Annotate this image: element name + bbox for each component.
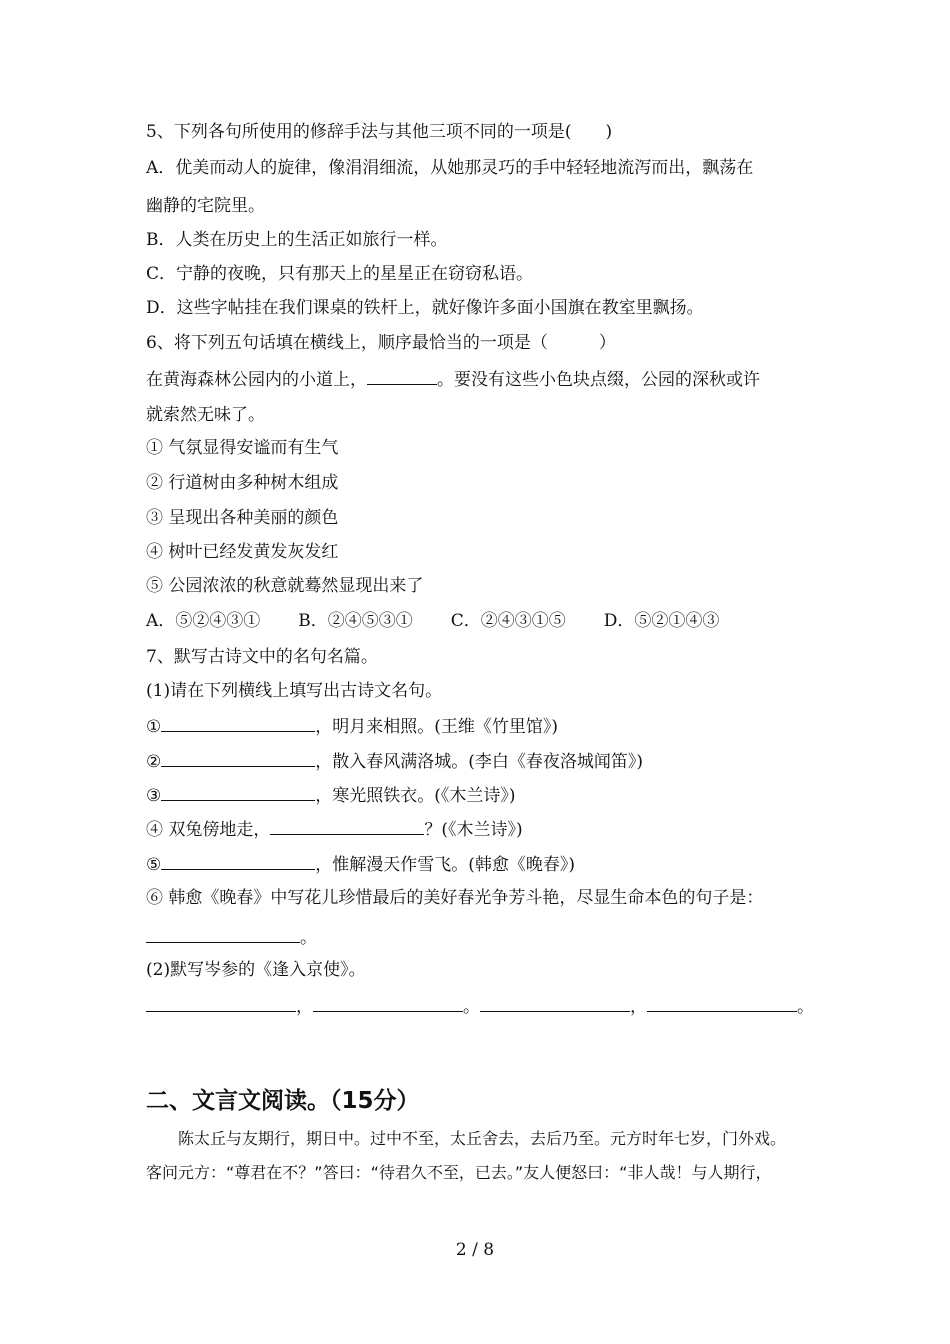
q5-option-a-line2: 幽静的宅院里。: [146, 196, 265, 216]
q7-poem-blank-2[interactable]: [313, 993, 463, 1012]
q7-stem: 7、默写古诗文中的名句名篇。: [146, 647, 378, 667]
q7-l5-post: ，惟解漫天作雪飞。(韩愈《晚春》): [315, 855, 576, 875]
q7-line-3: [146, 782, 516, 808]
q6-text-line2: 就索然无味了。: [146, 405, 265, 425]
q6-option-a[interactable]: A．⑤②④③①: [146, 611, 261, 631]
q7-l6-end: 。: [300, 928, 317, 948]
q7-poem-blank-3[interactable]: [480, 993, 630, 1012]
q7-sub2: (2)默写岑参的《逢入京使》。: [146, 960, 366, 980]
q7-sub1: (1)请在下列横线上填写出古诗文名句。: [146, 681, 443, 701]
q7-blank-1[interactable]: [161, 713, 315, 732]
q7-l4-post: ？(《木兰诗》): [424, 820, 523, 840]
q5-stem: 5、下列各句所使用的修辞手法与其他三项不同的一项是( ): [146, 122, 613, 142]
q7-poem-period-1: 。: [463, 997, 480, 1017]
q7-l2-pre: ②: [146, 752, 162, 772]
q6-blank[interactable]: [367, 366, 437, 385]
q7-l5-pre: ⑤: [146, 855, 162, 875]
q7-l1-pre: ①: [146, 717, 162, 737]
q5-option-a-line1: A．优美而动人的旋律，像涓涓细流，从她那灵巧的手中轻轻地流泻而出，飘荡在: [146, 158, 754, 178]
passage-line-1: 陈太丘与友期行，期日中。过中不至，太丘舍去，去后乃至。元方时年七岁，门外戏。: [178, 1129, 787, 1148]
q7-line-2: [146, 748, 643, 774]
q7-blank-2[interactable]: [161, 748, 315, 767]
q7-line-1: [146, 713, 558, 739]
q6-option-c[interactable]: C．②④③①⑤: [450, 611, 566, 631]
q5-option-c: C．宁静的夜晚，只有那天上的星星正在窃窃私语。: [146, 264, 534, 284]
q6-option-b[interactable]: B．②④⑤③①: [298, 611, 413, 631]
q7-l4-pre: ④ 双兔傍地走，: [146, 820, 271, 840]
q7-l1-post: ，明月来相照。(王维《竹里馆》): [315, 717, 559, 737]
q6-options: [146, 609, 757, 633]
q6-text-1a: 在黄海森林公园内的小道上，: [146, 370, 367, 390]
q7-l3-pre: ③: [146, 786, 162, 806]
q7-blank-6[interactable]: [146, 924, 300, 943]
q6-stem: 6、将下列五句话填在横线上，顺序最恰当的一项是（ ）: [146, 333, 616, 353]
q7-line-6-answer: [146, 924, 317, 950]
q6-item-1: ① 气氛显得安谧而有生气: [146, 438, 339, 458]
q7-poem-period-2: 。: [797, 997, 814, 1017]
q7-l3-post: ，寒光照铁衣。(《木兰诗》): [315, 786, 516, 806]
q5-option-d: D．这些字帖挂在我们课桌的铁杆上，就好像许多面小国旗在教室里飘扬。: [146, 298, 704, 318]
q6-item-5: ⑤ 公园浓浓的秋意就蓦然显现出来了: [146, 576, 424, 596]
q6-item-2: ② 行道树由多种树木组成: [146, 473, 339, 493]
q7-blank-3[interactable]: [161, 782, 315, 801]
section-heading: 二、文言文阅读。（15分）: [146, 1088, 420, 1114]
q6-text-1b: 。要没有这些小色块点缀，公园的深秋或许: [437, 370, 760, 390]
q6-text-line1: [146, 366, 760, 392]
q7-poem-blank-4[interactable]: [647, 993, 797, 1012]
q7-line-6: ⑥ 韩愈《晚春》中写花儿珍惜最后的美好春光争芳斗艳，尽显生命本色的句子是：: [146, 888, 764, 908]
q7-l2-post: ，散入春风满洛城。(李白《春夜洛城闻笛》): [315, 752, 644, 772]
q7-poem-answer: [146, 993, 814, 1019]
page-number: 2 / 8: [455, 1240, 495, 1260]
passage-line-2: 客问元方：“尊君在不？”答曰：“待君久不至，已去。”友人便怒曰：“非人哉！与人期行，: [146, 1163, 772, 1182]
q7-blank-4[interactable]: [270, 816, 424, 835]
q7-poem-comma-2: ，: [630, 997, 647, 1017]
q7-blank-5[interactable]: [161, 851, 315, 870]
q7-poem-comma-1: ，: [296, 997, 313, 1017]
q5-option-b: B．人类在历史上的生活正如旅行一样。: [146, 230, 448, 250]
q7-line-5: [146, 851, 575, 877]
q6-option-d[interactable]: D．⑤②①④③: [603, 611, 720, 631]
q7-line-4: [146, 816, 523, 842]
q6-item-3: ③ 呈现出各种美丽的颜色: [146, 508, 339, 528]
q7-poem-blank-1[interactable]: [146, 993, 296, 1012]
q6-item-4: ④ 树叶已经发黄发灰发红: [146, 542, 339, 562]
